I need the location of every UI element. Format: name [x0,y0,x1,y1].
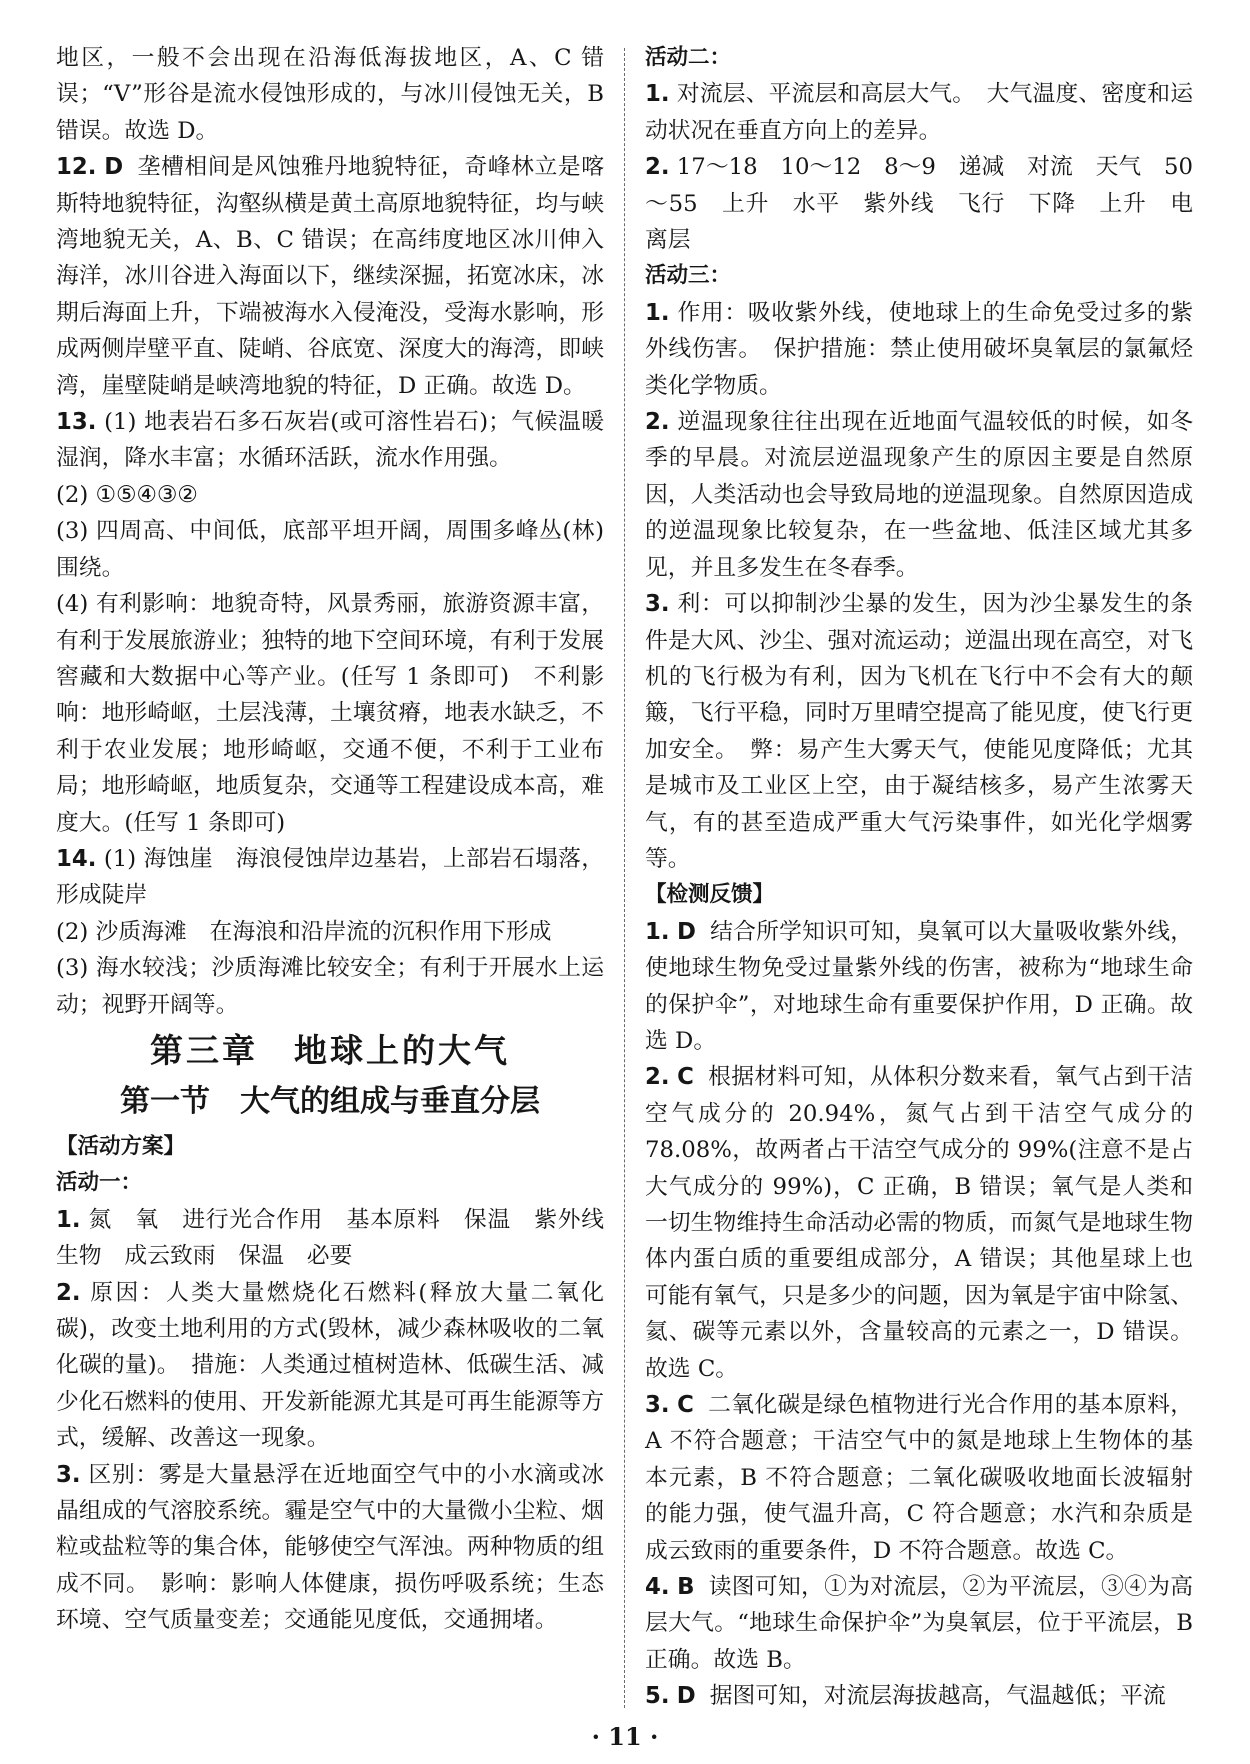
activity-two-item-2 [645,149,1193,258]
explanation: (1) 海蚀崖 海浪侵蚀岸边基岩，上部岩石塌落，形成陡岸 [56,845,604,909]
answer-14-part-2: (2) 沙质海滩 在海浪和沿岸流的沉积作用下形成 [56,918,552,945]
question-number: 14. [56,845,97,872]
answer-choice: C [677,1392,694,1419]
item-number: 2. [645,409,670,436]
activity-one-heading: 活动一： [56,1170,143,1196]
explanation: 据图可知，对流层海拔越高，气温越低；平流 [709,1683,1166,1710]
continued-answer: 地区，一般不会出现在沿海低海拔地区，A、C 错误；“V”形谷是流水侵蚀形成的，与冰川侵蚀无关，B 错误。故选 D。 [56,45,604,144]
answer-13-part-2: (2) ①⑤④③② [56,481,198,508]
explanation: 垄槽相间是风蚀雅丹地貌特征，奇峰林立是喀斯特地貌特征，沟壑纵横是黄土高原地貌特征，均与峡湾地貌无关，A、B、C 错误；在高纬度地区冰川伸入海洋，冰川谷进入海面以下，继续深掘，拓宽冰床，冰期后海面上升，下端被海水入侵淹没，受海水影响，形成两侧岸壁平直、陡峭、谷底宽、深度大的海湾，即峡湾，崖壁陡峭是峡湾地貌的特征，D 正确。故选 D。 [56,154,604,399]
question-number: 5. [645,1683,670,1710]
activity-plan-heading: 【活动方案】 [56,1133,186,1159]
feedback-answer-4 [645,1569,1193,1678]
feedback-answer-2 [645,1059,1193,1387]
answer-choice: B [677,1574,695,1601]
answer-choice: C [677,1064,694,1091]
item-text: 17～18 10～12 8～9 递减 对流 天气 50～55 上升 水平 紫外线 飞行 下降 上升 电离层 [645,154,1193,254]
question-number: 13. [56,409,97,436]
activity-three-item-2 [645,404,1193,586]
answer-14-part-3: (3) 海水较浅；沙质海滩比较安全；有利于开展水上运动；视野开阔等。 [56,955,604,1018]
item-number: 1. [56,1206,81,1233]
answer-12 [56,149,604,404]
answer-choice: D [676,1683,696,1710]
answer-choice: D [104,154,124,181]
item-text: 利：可以抑制沙尘暴的发生，因为沙尘暴发生的条件是大风、沙尘、强对流运动；逆温出现在高空，对飞机的飞行极为有利，因为飞机在飞行中不会有大的颠簸，飞行平稳，同时万里晴空提高了能见度，使飞行更加安全。 弊：易产生大雾天气，使能见度降低；尤其是城市及工业区上空，由于凝结核多，易产生浓雾天气，有的甚至造成严重大气污染事件，如光化学烟雾等。 [645,591,1194,872]
explanation: 二氧化碳是绿色植物进行光合作用的基本原料，A 不符合题意；干洁空气中的氮是地球上生物体的基本元素，B 不符合题意；二氧化碳吸收地面长波辐射的能力强，使气温升高，C 符合题意；水汽和杂质是成云致雨的重要条件，D 不符合题意。故选 C。 [645,1392,1194,1564]
left-column [56,40,627,1639]
answer-13-part-3: (3) 四周高、中间低，底部平坦开阔，周围多峰丛(林)围绕。 [56,518,604,581]
feedback-answer-1 [645,914,1193,1060]
activity-three-heading: 活动三： [645,263,732,289]
activity-one-item-1 [56,1202,627,1275]
explanation: (1) 地表岩石多石灰岩(或可溶性岩石)；气候温暖湿润，降水丰富；水循环活跃，流水作用强。 [56,409,604,472]
page-number: · 11 · [591,1722,659,1751]
activity-three-item-3 [645,586,1193,877]
activity-one-item-2 [56,1275,604,1457]
item-text: 原因：人类大量燃烧化石燃料(释放大量二氧化碳)，改变土地利用的方式(毁林，减少森林吸收的二氧化碳的量)。 措施：人类通过植树造林、低碳生活、减少化石燃料的使用、开发新能源尤其是可再生能源等方式，缓解、改善这一现象。 [56,1279,604,1452]
answer-13-part-4: (4) 有利影响：地貌奇特，风景秀丽，旅游资源丰富，有利于发展旅游业；独特的地下空间环境，有利于发展窖藏和大数据中心等产业。(任写 1 条即可) 不利影响：地形崎岖，土层浅薄，土壤贫瘠，地表水缺乏，不利于农业发展；地形崎岖，交通不便，不利于工业布局；地形崎岖，地质复杂，交通等工程建设成本高，难度大。(任写 1 条即可) [56,591,604,836]
item-text: 对流层、平流层和高层大气。 大气温度、密度和运动状况在垂直方向上的差异。 [645,81,1193,144]
answer-choice: D [677,918,696,945]
explanation: 读图可知，①为对流层，②为平流层，③④为高层大气。“地球生命保护伞”为臭氧层，位于平流层，B 正确。故选 B。 [645,1574,1194,1673]
answer-13-part-1 [56,404,604,477]
question-number: 4. [645,1574,670,1601]
item-number: 1. [645,81,670,108]
question-number: 1. [645,918,670,945]
item-number: 3. [56,1461,81,1488]
item-text: 作用：吸收紫外线，使地球上的生命免受过多的紫外线伤害。 保护措施：禁止使用破坏臭氧层的氯氟烃类化学物质。 [645,299,1194,399]
question-number: 2. [645,1064,670,1091]
item-text: 逆温现象往往出现在近地面气温较低的时候，如冬季的早晨。对流层逆温现象产生的原因主要是自然原因，人类活动也会导致局地的逆温现象。自然原因造成的逆温现象比较复杂，在一些盆地、低洼区域尤其多见，并且多发生在冬春季。 [645,409,1194,581]
activity-one-item-3 [56,1457,604,1639]
item-number: 2. [645,154,670,181]
section-title: 第一节 大气的组成与垂直分层 [120,1083,540,1119]
chapter-title: 第三章 地球上的大气 [150,1030,510,1070]
item-text: 区别：雾是大量悬浮在近地面空气中的小水滴或冰晶组成的气溶胶系统。霾是空气中的大量微小尘粒、烟粒或盐粒等的集合体，能够使空气浑浊。两种物质的组成不同。 影响：影响人体健康，损伤呼吸系统；生态环境、空气质量变差；交通能见度低，交通拥堵。 [56,1461,605,1634]
item-number: 1. [645,299,670,326]
right-column [645,40,1193,1715]
item-number: 2. [56,1279,81,1306]
answer-14-part-1 [56,841,604,914]
feedback-answer-5 [645,1678,1193,1714]
item-text: 氮 氧 进行光合作用 基本原料 保温 紫外线 生物 成云致雨 保温 必要 [56,1206,627,1270]
question-number: 3. [645,1392,670,1419]
activity-two-heading: 活动二： [645,45,732,70]
activity-three-item-1 [645,295,1193,404]
activity-two-item-1 [645,76,1193,149]
item-number: 3. [645,591,670,618]
explanation: 结合所学知识可知，臭氧可以大量吸收紫外线，使地球生物免受过量紫外线的伤害，被称为“地球生命的保护伞”，对地球生命有重要保护作用，D 正确。故选 D。 [645,918,1194,1054]
explanation: 根据材料可知，从体积分数来看，氧气占到干洁空气成分的 20.94%，氮气占到干洁空气成分的 78.08%，故两者占干洁空气成分的 99%(注意不是占大气成分的 99%)，C 正确，B 错误；氧气是人类和一切生物维持生命活动必需的物质，而氮气是地球生物体内蛋白质的重要组成部分，A 错误；其他星球上也可能有氧气，只是多少的问题，因为氧是宇宙中除氢、氦、碳等元素以外，含量较高的元素之一，D 错误。故选 C。 [645,1064,1194,1382]
feedback-heading: 【检测反馈】 [645,882,775,908]
feedback-answer-3 [645,1387,1193,1569]
question-number: 12. [56,154,97,181]
column-divider [624,48,625,1708]
